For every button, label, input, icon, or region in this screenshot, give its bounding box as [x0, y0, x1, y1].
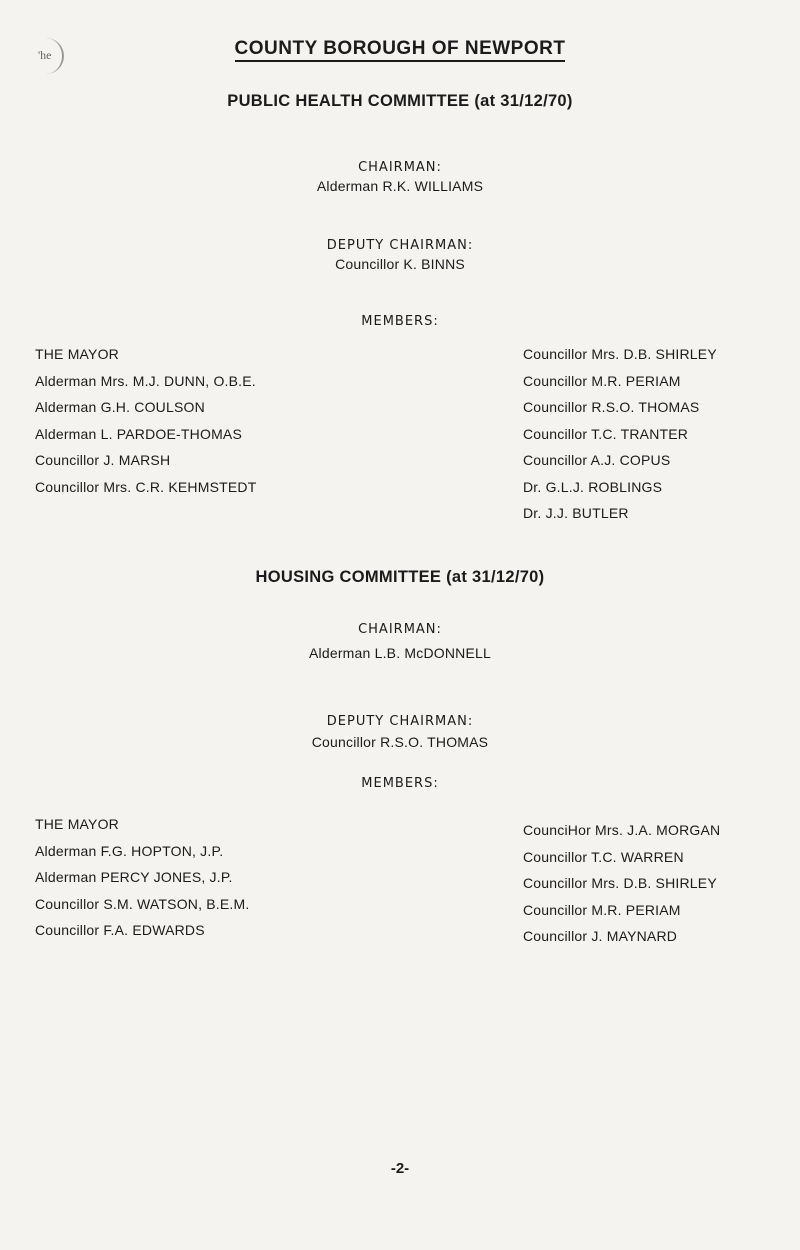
member-list-item: Alderman F.G. HOPTON, J.P. — [35, 842, 224, 859]
member-list-item: Councillor Mrs. D.B. SHIRLEY — [523, 875, 717, 891]
member-list-item: Councillor J. MARSH — [35, 452, 171, 468]
member-list-item: Councillor R.S.O. THOMAS — [523, 399, 700, 415]
member-list-item: Councillor M.R. PERIAM — [523, 901, 681, 918]
member-list-item: Councillor S.M. WATSON, B.E.M. — [35, 895, 250, 912]
housing-members-label: MEMBERS: — [361, 776, 439, 791]
housing-deputy-label: DEPUTY CHAIRMAN: — [326, 714, 474, 729]
member-list-item: Councillor T.C. WARREN — [523, 848, 684, 865]
member-list-item: Councillor F.A. EDWARDS — [35, 922, 205, 938]
member-list-item: Alderman G.H. COULSON — [35, 399, 205, 415]
page-number: -2- — [390, 1160, 410, 1177]
public-health-title: PUBLIC HEALTH COMMITTEE (at 31/12/70) — [227, 92, 573, 110]
member-list-item: Councillor Mrs. C.R. KEHMSTEDT — [35, 478, 257, 495]
member-list-item: Alderman Mrs. M.J. DUNN, O.B.E. — [35, 372, 256, 389]
public-health-members-label: MEMBERS: — [361, 314, 439, 329]
member-list-item: THE MAYOR — [35, 346, 119, 362]
corner-mark: 'he — [38, 48, 52, 62]
public-health-chairman: Alderman R.K. WILLIAMS — [316, 178, 484, 194]
member-list-item: Dr. J.J. BUTLER — [523, 505, 629, 521]
page-title: COUNTY BOROUGH OF NEWPORT — [235, 38, 566, 62]
housing-chairman: Alderman L.B. McDONNELL — [309, 645, 491, 661]
public-health-members-left — [35, 344, 256, 503]
member-list-item: Dr. G.L.J. ROBLINGS — [523, 478, 663, 495]
housing-deputy: Councillor R.S.O. THOMAS — [311, 734, 489, 750]
member-list-item: Alderman PERCY JONES, J.P. — [35, 869, 233, 885]
housing-chairman-label: CHAIRMAN: — [358, 622, 442, 637]
housing-members-right — [523, 820, 720, 953]
member-list-item: Councillor M.R. PERIAM — [523, 372, 681, 389]
housing-title: HOUSING COMMITTEE (at 31/12/70) — [255, 568, 545, 586]
member-list-item: CounciHor Mrs. J.A. MORGAN — [523, 822, 721, 838]
member-list-item: THE MAYOR — [35, 816, 119, 832]
public-health-members-right — [523, 344, 717, 530]
public-health-deputy: Councillor K. BINNS — [335, 256, 465, 272]
member-list-item: Councillor J. MAYNARD — [523, 928, 678, 944]
public-health-deputy-label: DEPUTY CHAIRMAN: — [326, 238, 474, 253]
public-health-chairman-label: CHAIRMAN: — [358, 160, 442, 175]
member-list-item: Councillor A.J. COPUS — [523, 452, 671, 468]
member-list-item: Councillor Mrs. D.B. SHIRLEY — [523, 346, 717, 362]
member-list-item: Councillor T.C. TRANTER — [523, 425, 689, 442]
member-list-item: Alderman L. PARDOE-THOMAS — [35, 425, 243, 442]
housing-members-left — [35, 814, 249, 947]
page-header — [0, 38, 800, 60]
